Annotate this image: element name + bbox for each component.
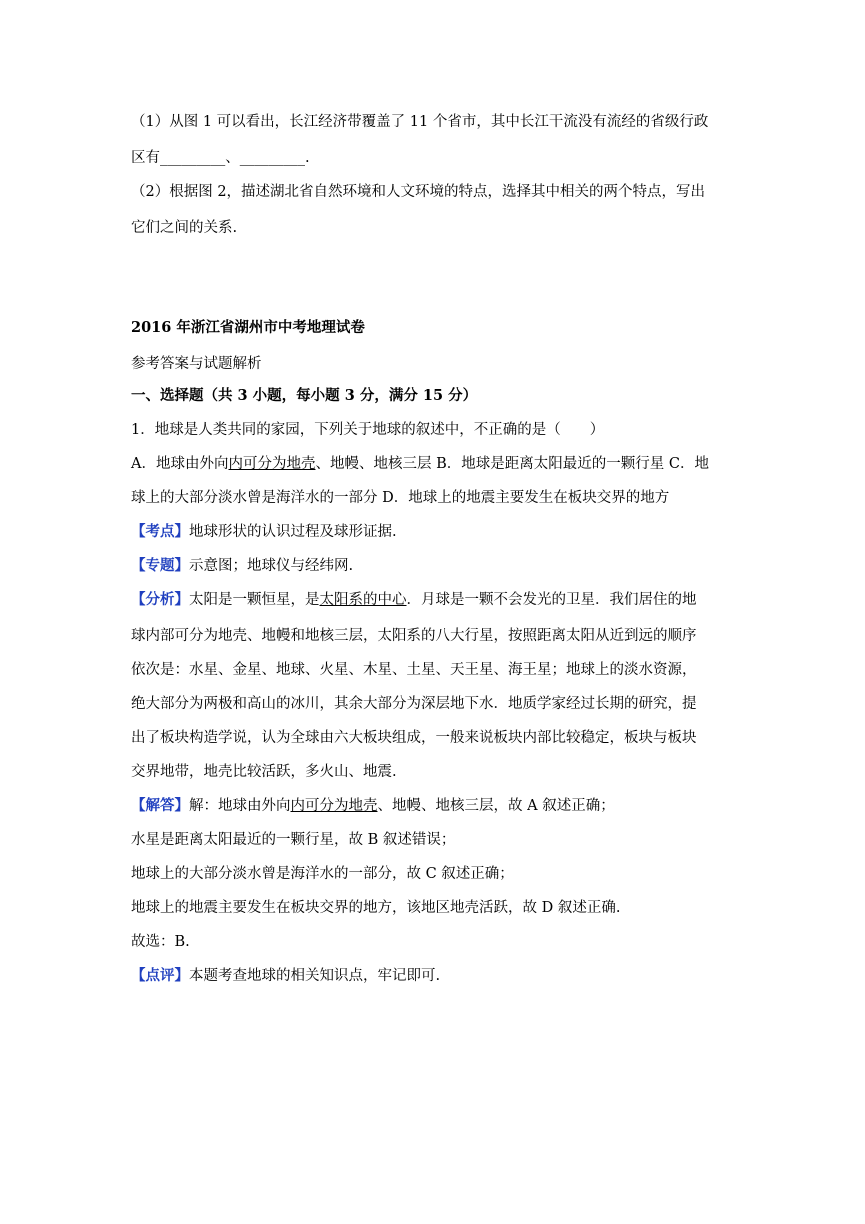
fenxi-text-a: 太阳是一颗恒星，是 bbox=[189, 592, 320, 608]
q2-line-1: （2）根据图 2，描述湖北省自然环境和人文环境的特点，选择其中相关的两个特点，写出 bbox=[131, 184, 706, 200]
jieda-tag: 【解答】 bbox=[131, 797, 189, 814]
q1-line-1: （1）从图 1 可以看出，长江经济带覆盖了 11 个省市，其中长江干流没有流经的省级行政 bbox=[131, 114, 709, 130]
zhuanti-row bbox=[131, 556, 353, 576]
kaodian-row bbox=[131, 522, 397, 542]
fenxi-line-3: 依次是：水星、金星、地球、火星、木星、土星、天王星、海王星；地球上的淡水资源， bbox=[131, 662, 697, 678]
jieda-underlined: 内可分为地壳 bbox=[290, 798, 378, 814]
fenxi-line-2: 球内部可分为地壳、地幔和地核三层，太阳系的八大行星，按照距离太阳从近到远的顺序 bbox=[131, 628, 697, 644]
jieda-text-a: 解：地球由外向 bbox=[189, 798, 291, 814]
zhuanti-tag: 【专题】 bbox=[131, 557, 189, 574]
fenxi-line-1 bbox=[131, 590, 697, 610]
options-line-1 bbox=[131, 454, 709, 474]
dianping-text: 本题考查地球的相关知识点，牢记即可. bbox=[189, 968, 441, 984]
options-underlined: 内可分为地壳 bbox=[228, 456, 316, 472]
fenxi-line-4: 绝大部分为两极和高山的冰川，其余大部分为深层地下水．地质学家经过长期的研究，提 bbox=[131, 696, 697, 712]
kaodian-tag: 【考点】 bbox=[131, 523, 189, 540]
section-heading: 一、选择题（共 3 小题，每小题 3 分，满分 15 分） bbox=[131, 387, 478, 404]
fenxi-line-5: 出了板块构造学说，认为全球由六大板块组成，一般来说板块内部比较稳定，板块与板块 bbox=[131, 730, 697, 746]
jieda-text-b: 、地幔、地核三层，故 A 叙述正确； bbox=[377, 798, 615, 814]
paper-title: 2016 年浙江省湖州市中考地理试卷 bbox=[131, 319, 365, 336]
fenxi-text-b: ．月球是一颗不会发光的卫星．我们居住的地 bbox=[406, 592, 697, 608]
q1-line-2: 区有_________、_________. bbox=[131, 150, 310, 166]
options-text-a: A．地球由外向 bbox=[131, 456, 229, 472]
jieda-line-4: 地球上的地震主要发生在板块交界的地方，该地区地壳活跃，故 D 叙述正确. bbox=[131, 900, 621, 916]
fenxi-line-6: 交界地带，地壳比较活跃，多火山、地震. bbox=[131, 764, 397, 780]
q2-line-2: 它们之间的关系. bbox=[131, 220, 238, 236]
options-text-b: 、地幔、地核三层 B．地球是距离太阳最近的一颗行星 C．地 bbox=[315, 456, 709, 472]
fenxi-tag: 【分析】 bbox=[131, 591, 189, 608]
zhuanti-text: 示意图；地球仪与经纬网. bbox=[189, 558, 354, 574]
jieda-line-1 bbox=[131, 796, 615, 816]
jieda-line-5: 故选：B. bbox=[131, 934, 190, 950]
paper-subtitle: 参考答案与试题解析 bbox=[131, 356, 262, 372]
options-line-2: 球上的大部分淡水曾是海洋水的一部分 D．地球上的地震主要发生在板块交界的地方 bbox=[131, 490, 670, 506]
dianping-tag: 【点评】 bbox=[131, 967, 189, 984]
jieda-line-3: 地球上的大部分淡水曾是海洋水的一部分，故 C 叙述正确； bbox=[131, 866, 514, 882]
dianping-row bbox=[131, 966, 440, 986]
kaodian-text: 地球形状的认识过程及球形证据. bbox=[189, 524, 397, 540]
jieda-line-2: 水星是距离太阳最近的一颗行星，故 B 叙述错误； bbox=[131, 832, 456, 848]
fenxi-underlined: 太阳系的中心 bbox=[319, 592, 407, 608]
question-stem: 1．地球是人类共同的家园，下列关于地球的叙述中，不正确的是（ ） bbox=[131, 422, 605, 438]
